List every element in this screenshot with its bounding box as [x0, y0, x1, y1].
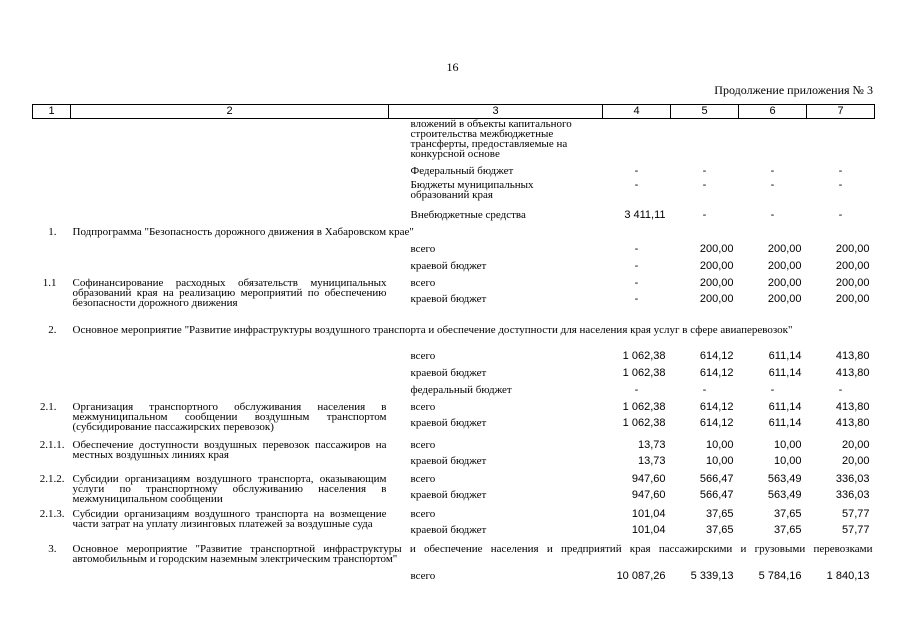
value-cell: - — [702, 178, 707, 191]
value-cell: - — [770, 178, 775, 191]
value-cell: 13,73 — [637, 454, 666, 467]
value-cell: 1 062,38 — [622, 367, 666, 379]
value-cell: - — [634, 260, 639, 272]
section-row — [33, 322, 875, 348]
column-header: 2 — [71, 105, 389, 119]
item-number: 1. — [48, 226, 57, 238]
section-title: Подпрограмма "Безопасность дорожного движения в Хабаровском крае" — [72, 226, 414, 238]
value-cell: 20,00 — [841, 438, 870, 451]
page-number: 16 — [446, 60, 459, 74]
value-cell: 37,65 — [705, 523, 734, 536]
continuation-label: Продолжение приложения № 3 — [714, 83, 873, 97]
header-row — [33, 105, 875, 119]
value-cell: - — [702, 209, 707, 221]
item-name: Обеспечение доступности воздушных перевозок пассажиров на местных воздушных линиях края — [72, 438, 387, 461]
source-cell: краевой бюджет — [410, 416, 487, 429]
value-cell: 57,77 — [841, 507, 870, 520]
value-cell: - — [770, 384, 775, 396]
value-cell: 10,00 — [705, 438, 734, 451]
column-header: 4 — [603, 105, 671, 119]
source-cell: всего — [410, 400, 436, 413]
source-cell: всего — [410, 438, 436, 451]
value-cell: 5 339,13 — [690, 570, 734, 582]
source-cell: всего — [410, 472, 436, 485]
table-row — [33, 568, 875, 585]
value-cell: 13,73 — [637, 438, 666, 451]
item-number: 1.1 — [42, 276, 57, 289]
value-cell: 200,00 — [699, 276, 734, 289]
source-cell: вложений в объекты капитального строительства межбюджетные трансферты, предоставляемые на конкурсной основе — [410, 118, 572, 160]
table-row — [33, 241, 875, 258]
column-header: 3 — [389, 105, 603, 119]
value-cell: 611,14 — [768, 400, 802, 413]
value-cell: 200,00 — [767, 276, 802, 289]
source-cell: всего — [410, 350, 436, 362]
source-cell: Внебюджетные средства — [410, 209, 526, 221]
value-cell: 37,65 — [773, 523, 802, 536]
value-cell: 200,00 — [835, 243, 870, 255]
value-cell: - — [838, 165, 843, 177]
value-cell: 1 062,38 — [622, 416, 666, 429]
value-cell: 614,12 — [699, 416, 734, 429]
column-header: 1 — [33, 105, 71, 119]
section-title: Основное мероприятие "Развитие транспортной инфраструктуры и обеспечение населения и предприятий края пассажирскими и грузовыми перевозками автомобильным и городским наземным электрическим транспортом" — [72, 542, 873, 565]
value-cell: 37,65 — [773, 507, 802, 520]
value-cell: 200,00 — [767, 292, 802, 305]
value-cell: - — [634, 243, 639, 255]
value-cell: - — [770, 209, 775, 221]
value-cell: 614,12 — [699, 350, 734, 362]
value-cell: 563,49 — [767, 488, 802, 501]
item-number: 2.1. — [40, 400, 57, 413]
table-row — [33, 506, 875, 522]
source-cell: краевой бюджет — [410, 260, 487, 272]
value-cell: 101,04 — [631, 507, 666, 520]
value-cell: 336,03 — [835, 488, 870, 501]
table-row — [33, 365, 875, 382]
source-cell: всего — [410, 570, 436, 582]
value-cell: 413,80 — [835, 400, 870, 413]
appendix-table — [32, 104, 875, 585]
source-cell: Федеральный бюджет — [410, 165, 514, 177]
value-cell: 200,00 — [835, 276, 870, 289]
section-title: Основное мероприятие "Развитие инфраструктуры воздушного транспорта и обеспечение доступности для населения края услуг в сфере авиаперевозок" — [72, 323, 793, 336]
value-cell: - — [702, 165, 707, 177]
value-cell: 336,03 — [835, 472, 870, 485]
table-row — [33, 207, 875, 224]
value-cell: 200,00 — [699, 260, 734, 272]
table-row — [33, 382, 875, 399]
value-cell: - — [634, 276, 639, 289]
value-cell: - — [634, 165, 639, 177]
item-name: Организация транспортного обслуживания населения в межмуниципальном сообщении воздушным транспортом (субсидирование пассажирских перевозок) — [72, 400, 387, 433]
item-number: 2.1.2. — [39, 472, 65, 485]
value-cell: 101,04 — [631, 523, 666, 536]
item-name: Субсидии организациям воздушного транспорта на возмещение части затрат на уплату лизинговых платежей за воздушные суда — [72, 507, 387, 530]
source-cell: всего — [410, 507, 436, 520]
value-cell: 200,00 — [835, 260, 870, 272]
value-cell: 200,00 — [699, 243, 734, 255]
value-cell: 611,14 — [768, 350, 802, 362]
source-cell: всего — [410, 243, 436, 255]
value-cell: 200,00 — [699, 292, 734, 305]
value-cell: 1 062,38 — [622, 400, 666, 413]
value-cell: 611,14 — [768, 416, 802, 429]
item-number: 2.1.1. — [39, 438, 65, 451]
source-cell: краевой бюджет — [410, 488, 487, 501]
value-cell: - — [702, 384, 707, 396]
value-cell: 10,00 — [705, 454, 734, 467]
item-number: 2.1.3. — [39, 507, 65, 520]
value-cell: 5 784,16 — [758, 570, 802, 582]
source-cell: краевой бюджет — [410, 367, 487, 379]
column-header: 6 — [739, 105, 807, 119]
table-row — [33, 399, 875, 415]
value-cell: 566,47 — [699, 488, 734, 501]
value-cell: 20,00 — [841, 454, 870, 467]
value-cell: 614,12 — [699, 400, 734, 413]
value-cell: - — [838, 209, 843, 221]
item-name: Субсидии организациям воздушного транспорта, оказывающим услуги по транспортному обслуживанию населения в межмуниципальном сообщении — [72, 472, 387, 505]
value-cell: 614,12 — [699, 367, 734, 379]
value-cell: - — [634, 384, 639, 396]
table-row — [33, 180, 875, 207]
value-cell: 611,14 — [768, 367, 802, 379]
value-cell: 37,65 — [705, 507, 734, 520]
value-cell: 57,77 — [841, 523, 870, 536]
source-cell: краевой бюджет — [410, 292, 487, 305]
table-row — [33, 258, 875, 275]
column-header: 7 — [807, 105, 875, 119]
value-cell: 566,47 — [699, 472, 734, 485]
item-name: Софинансирование расходных обязательств муниципальных образований края на реализацию мероприятий по обеспечению безопасности дорожного движения — [72, 276, 387, 309]
value-cell: 413,80 — [835, 367, 870, 379]
value-cell: 200,00 — [835, 292, 870, 305]
value-cell: 947,60 — [631, 488, 666, 501]
value-cell: 413,80 — [835, 350, 870, 362]
value-cell: 200,00 — [767, 243, 802, 255]
value-cell: 10 087,26 — [616, 570, 666, 582]
table-row — [33, 275, 875, 291]
table-row — [33, 348, 875, 365]
value-cell: 3 411,11 — [624, 209, 666, 221]
value-cell: 947,60 — [631, 472, 666, 485]
section-row — [33, 224, 875, 241]
table-row — [33, 471, 875, 487]
value-cell: - — [838, 178, 843, 191]
value-cell: - — [634, 178, 639, 191]
value-cell: - — [770, 165, 775, 177]
source-cell: всего — [410, 276, 436, 289]
value-cell: - — [634, 292, 639, 305]
table-row — [33, 119, 875, 163]
item-number: 2. — [48, 323, 57, 336]
item-number: 3. — [48, 542, 57, 555]
table-row — [33, 163, 875, 180]
section-row — [33, 541, 875, 568]
value-cell: 563,49 — [767, 472, 802, 485]
value-cell: 1 062,38 — [622, 350, 666, 362]
source-cell: федеральный бюджет — [410, 384, 512, 396]
value-cell: - — [838, 384, 843, 396]
source-cell: краевой бюджет — [410, 523, 487, 536]
column-header: 5 — [671, 105, 739, 119]
value-cell: 413,80 — [835, 416, 870, 429]
value-cell: 10,00 — [773, 438, 802, 451]
table-row — [33, 437, 875, 453]
source-cell: Бюджеты муниципальных образований края — [410, 178, 534, 201]
source-cell: краевой бюджет — [410, 454, 487, 467]
value-cell: 10,00 — [773, 454, 802, 467]
value-cell: 200,00 — [767, 260, 802, 272]
value-cell: 1 840,13 — [826, 570, 870, 582]
